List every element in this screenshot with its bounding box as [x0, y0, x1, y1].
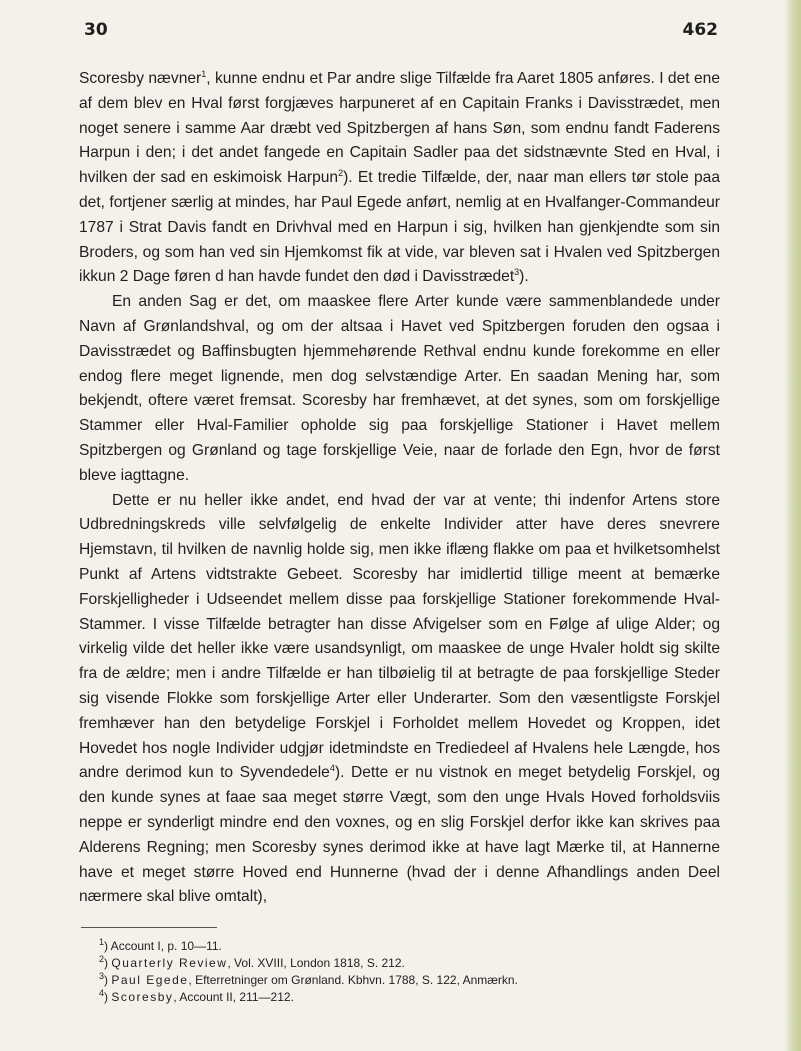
- footnote-text: , Account II, 211—212.: [173, 990, 294, 1004]
- footnote-item: [79, 972, 720, 989]
- footnote-number: 1: [99, 937, 105, 947]
- page-header: [78, 20, 718, 44]
- page-number-left: 30: [84, 20, 108, 40]
- footnote-paren: ): [104, 956, 112, 970]
- footnote-ref[interactable]: 1: [201, 68, 207, 79]
- text-run: En anden Sag er det, om maaskee flere Arter kunde være sammenblandede under Navn af Grønlandshval, og om der altsaa i Havet ved Spitzbergen foruden den ogsaa i Davisstrædet og Baffinsbugten hjemmehørende Rethval endnu kunde forekomme en eller endog flere meget lignende, men dog selvstændige Arter. En saadan Mening har, som bekjendt, oftere været fremsat. Scoresby har fremhævet, at det synes, som om forskjellige Stammer eller Hval-Familier opholde sig paa forskjellige Stationer i Havet mellem Spitzbergen og Grønland og tage forskjellige Veie, naar de forlade den Egn, hvor de først bleve iagttagne.: [79, 293, 720, 484]
- footnote-paren: ): [104, 990, 112, 1004]
- footnote-item: [79, 938, 720, 955]
- paragraph: [79, 67, 720, 290]
- page-number-right: 462: [682, 20, 718, 40]
- text-run: , kunne endnu et Par andre slige Tilfælde fra Aaret 1805 anføres. I det ene af dem blev en Hval først forgjæves harpuneret af en Capitain Franks i Davisstrædet, men noget senere i samme Aar dræbt ved Spitzbergen af hans Søn, som endnu fandt Faderens Harpun i den; i det andet fangede en Capitain Sadler paa det sidstnævnte Sted en Hval, i hvilken der sad en eskimoisk Harpun: [79, 70, 720, 187]
- footnote-text: , Vol. XVIII, London 1818, S. 212.: [227, 956, 405, 970]
- footnote-item: [79, 955, 720, 972]
- footnote-author: Scoresby: [111, 990, 174, 1004]
- paragraph: [79, 489, 720, 911]
- footnotes: [79, 927, 720, 1006]
- text-run: Scoresby nævner: [79, 70, 202, 87]
- footnote-number: 2: [99, 954, 105, 964]
- paragraph: [79, 290, 720, 488]
- text-run: ). Et tredie Tilfælde, der, naar man ellers tør stole paa det, fortjener særlig at mindes, har Paul Egede anført, nemlig at en Hvalfanger-Commandeur 1787 i Strat Davis fandt en Drivhval med en Harpun i sig, hvilken han gjenkjendte som sin Broders, og som han ved sin Hjemkomst fik at vide, var bleven sat i Hvalen ved Spitzbergen ikkun 2 Dage føren d han havde fundet den død i Davisstrædet: [79, 169, 720, 286]
- page-edge-strip: [785, 0, 801, 1051]
- footnote-number: 4: [99, 988, 105, 998]
- footnote-rule: [81, 927, 217, 928]
- footnote-ref[interactable]: 2: [338, 168, 344, 178]
- footnote-ref[interactable]: 4: [329, 763, 335, 774]
- footnote-author: Paul Egede: [111, 973, 189, 987]
- footnote-paren: ): [104, 973, 112, 987]
- text-run: Dette er nu heller ikke andet, end hvad der var at vente; thi indenfor Artens store Udbredningskreds ville selvfølgelig de enkelte Individer atter have deres snevrere Hjemstavn, til hvilken de navnlig holde sig, men ikke iflæng flakke om paa et hvilketsomhelst Punkt af Artens vidtstrakte Gebeet. Scoresby har imidlertid tillige meent at bemærke Forskjelligheder i Udseendet mellem disse paa forskjellige Stationer forekommende Hval-Stammer. I visse Tilfælde betragter han disse Afvigelser som en Følge af ulige Alder; og virkelig vilde det heller ikke være usandsynligt, om maaskee de unge Hvaler holdt sig skilte fra de ældre; men i andre Tilfælde er han tilbøielig til at betragte de paa forskjellige Steder sig visende Flokke som forskjellige Arter eller Underarter. Som den væsentligste Forskjel fremhæver han den betydelige Forskjel i Forholdet mellem Hovedet og Kroppen, idet Hovedet hos nogle Individer udgjør idetmindste en Trediedeel af Hvalens hele Længde, hos andre derimod kun to Syvendedele: [79, 491, 720, 782]
- footnote-text: , Efterretninger om Grønland. Kbhvn. 1788, S. 122, Anmærkn.: [188, 973, 518, 987]
- footnote-author: Quarterly Review: [111, 956, 228, 970]
- footnote-list: [79, 938, 720, 1006]
- text-run: ). Dette er nu vistnok en meget betydelig Forskjel, og den kunde synes at faae saa meget større Vægt, som den unge Hvals Hoved forholdsviis neppe er synderligt mindre end den voxnes, og en slig Forskjel derfor ikke kan skrives paa Alderens Regning; men Scoresby synes derimod ikke at have lagt Mærke til, at Hannerne have et meget større Hoved end Hunnerne (hvad der i denne Afhandlings anden Deel nærmere skal blive omtalt),: [79, 764, 720, 906]
- footnote-ref[interactable]: 3: [514, 267, 520, 278]
- footnote-number: 3: [99, 971, 105, 981]
- footnote-text: ) Account I, p. 10—11.: [104, 939, 222, 953]
- body-text: [79, 67, 720, 910]
- footnote-item: [79, 989, 720, 1006]
- text-run: ).: [519, 268, 529, 286]
